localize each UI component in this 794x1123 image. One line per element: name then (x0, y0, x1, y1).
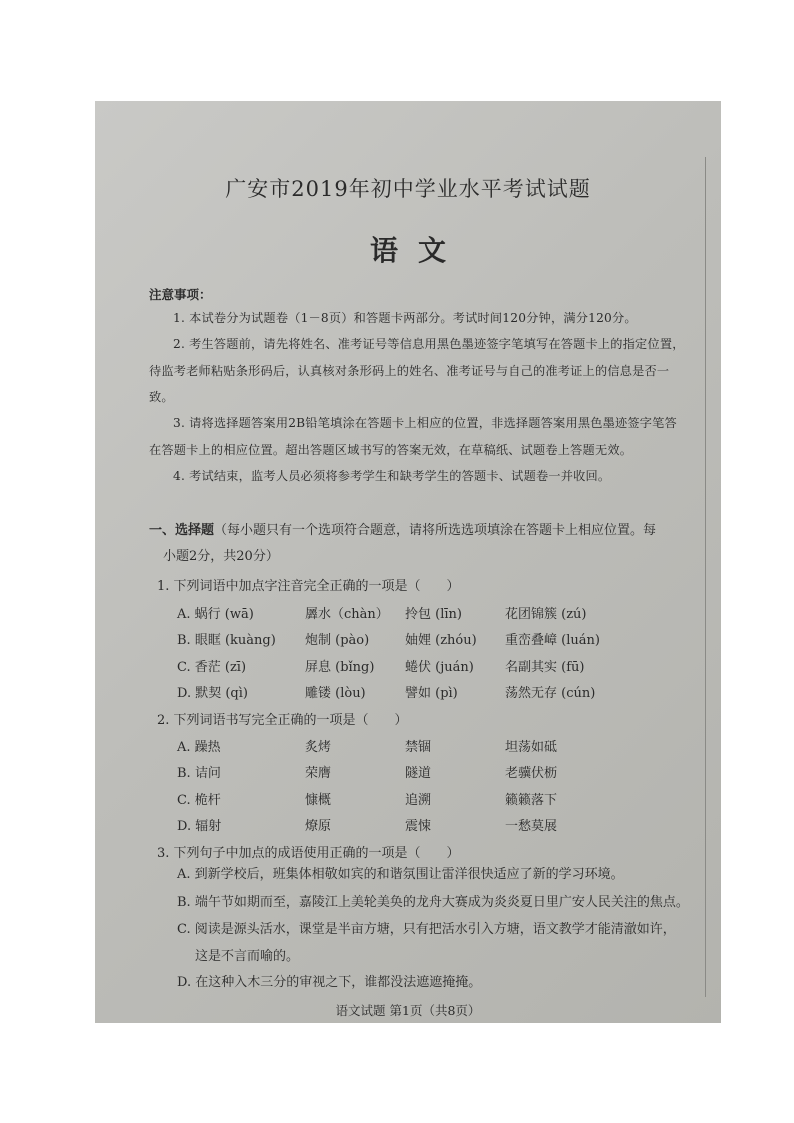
section-instructions: （每小题只有一个选项符合题意，请将所选选项填涂在答题卡上相应位置。每 (214, 523, 657, 538)
q1-option-cell: 重峦叠嶂 (luán) (505, 633, 600, 648)
q1-option-row (177, 629, 697, 651)
note-item: 2. 考生答题前，请先将姓名、准考证号等信息用黑色墨迹签字笔填写在答题卡上的指定位置，待监考老师粘贴条形码后，认真核对条形码上的姓名、准考证号与自己的准考证上的信息是否一致。 (149, 337, 685, 404)
q1-option-cell: 炮制 (pào) (305, 633, 370, 648)
q1-option-cell: 名副其实 (fū) (505, 660, 585, 675)
q3-option: B. 端午节如期而至，嘉陵江上美轮美奂的龙舟大赛成为炎炎夏日里广安人民关注的焦点。 (177, 895, 689, 910)
binding-line (705, 157, 706, 997)
note-item: 1. 本试卷分为试题卷（1－8页）和答题卡两部分。考试时间120分钟，满分120分。 (173, 311, 637, 325)
q2-option-cell: 追溯 (405, 793, 432, 808)
q3-option: D. 在这种入木三分的审视之下，谁都没法遮遮掩掩。 (177, 975, 482, 990)
q1-option-cell: A. 蜗行 (wā) (177, 607, 254, 622)
q1-option-row (177, 682, 697, 704)
question-3-stem: 3. 下列句子中加点的成语使用正确的一项是（ ） (157, 846, 460, 861)
q1-option-cell: 蜷伏 (juán) (405, 660, 474, 675)
question-2-stem: 2. 下列词语书写完全正确的一项是（ ） (157, 713, 408, 728)
q1-option-cell: 譬如 (pì) (405, 686, 458, 701)
q2-option-cell: 炙烤 (305, 740, 332, 755)
note-item: 4. 考试结束，监考人员必须将参考学生和缺考学生的答题卡、试题卷一并收回。 (173, 469, 611, 483)
q2-option-cell: 震悚 (405, 819, 432, 834)
page-footer: 语文试题 第1页（共8页） (335, 1003, 481, 1018)
section-label: 一、选择题 (149, 523, 215, 538)
q1-option-cell: 拎包 (līn) (405, 607, 462, 622)
q1-option-cell: B. 眼眶 (kuàng) (177, 633, 276, 648)
q2-option-cell: 荣膺 (305, 766, 332, 781)
q2-option-cell: 一愁莫展 (505, 819, 558, 834)
subject-title: 语文 (369, 234, 466, 267)
q1-option-row (177, 656, 697, 678)
q2-option-cell: 隧道 (405, 766, 432, 781)
q2-option-cell: 籁籁落下 (505, 793, 558, 808)
q3-option: A. 到新学校后，班集体相敬如宾的和谐氛围让雷洋很快适应了新的学习环境。 (177, 867, 624, 882)
q2-option-cell: 慷概 (305, 793, 332, 808)
q3-option (177, 916, 697, 970)
q3-option-text-cont: 这是不言而喻的。 (195, 949, 300, 964)
q2-option-row (177, 789, 697, 811)
notes-heading: 注意事项： (149, 287, 212, 302)
section-instructions-cont: 小题2分，共20分） (163, 549, 279, 564)
exam-title: 广安市2019年初中学业水平考试试题 (225, 177, 591, 201)
q1-option-row (177, 603, 697, 625)
q1-option-cell: 荡然无存 (cún) (505, 686, 596, 701)
q1-option-cell: 雕镂 (lòu) (305, 686, 366, 701)
q2-option-cell: B. 诘问 (177, 766, 221, 781)
note-item: 3. 请将选择题答案用2B铅笔填涂在答题卡上相应的位置，非选择题答案用黑色墨迹签字笔答在答题卡上的相应位置。超出答题区域书写的答案无效，在草稿纸、试题卷上答题无效。 (149, 416, 677, 457)
q1-option-cell: C. 香茫 (zī) (177, 660, 247, 675)
question-1-stem: 1. 下列词语中加点字注音完全正确的一项是（ ） (157, 579, 460, 594)
q2-option-cell: C. 桅杆 (177, 793, 221, 808)
q1-option-cell: 羼水（chàn） (305, 607, 389, 622)
q2-option-row (177, 736, 697, 758)
section-heading (149, 518, 694, 570)
exam-paper (95, 101, 721, 1023)
q1-option-cell: D. 默契 (qì) (177, 686, 248, 701)
q1-option-cell: 花团锦簇 (zú) (505, 607, 587, 622)
q2-option-row (177, 762, 697, 784)
q2-option-cell: 老骥伏枥 (505, 766, 558, 781)
q2-option-cell: D. 辐射 (177, 819, 222, 834)
q3-option-text: C. 阅读是源头活水，课堂是半亩方塘，只有把活水引入方塘，语文教学才能清澈如许， (177, 922, 676, 937)
q2-option-row (177, 815, 697, 837)
q1-option-cell: 屏息 (bǐng) (305, 660, 375, 675)
q2-option-cell: 禁锢 (405, 740, 432, 755)
q2-option-cell: 坦荡如砥 (505, 740, 558, 755)
q2-option-cell: A. 躁热 (177, 740, 221, 755)
q2-option-cell: 燎原 (305, 819, 332, 834)
q1-option-cell: 妯娌 (zhóu) (405, 633, 477, 648)
